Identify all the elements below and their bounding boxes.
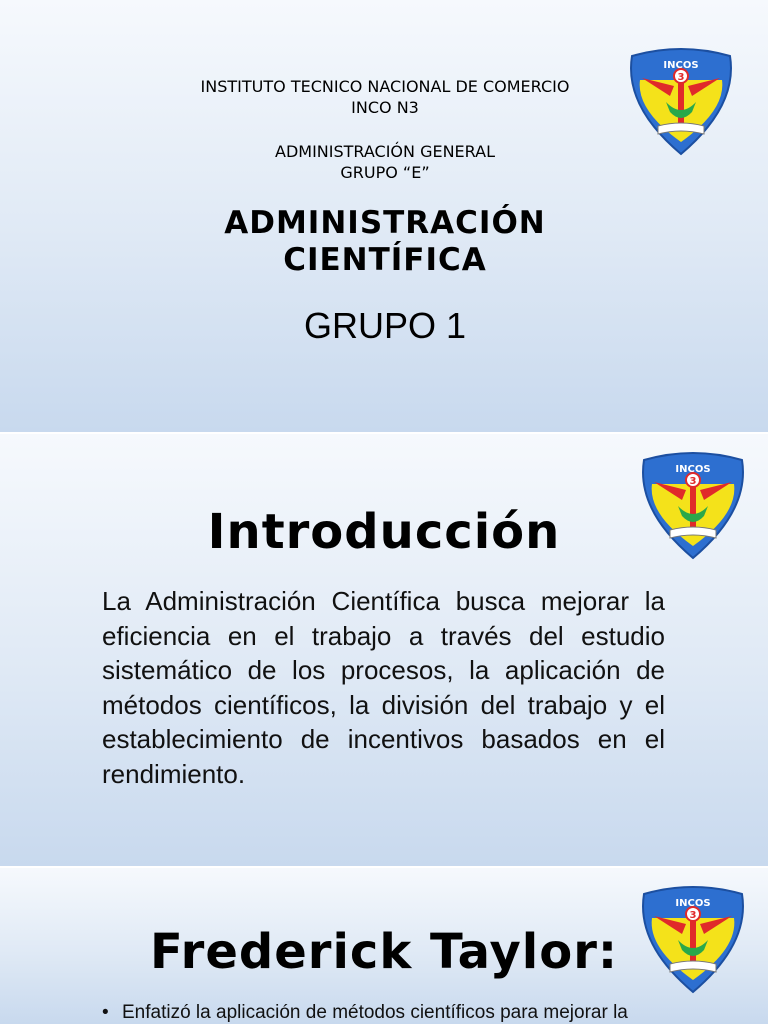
slide-introduccion [0, 434, 768, 866]
slide-heading: Frederick Taylor: [149, 924, 619, 980]
slide-frederick-taylor [0, 868, 768, 1024]
institution-code: INCO N3 [351, 98, 419, 117]
bullet-symbol: • [102, 1002, 109, 1023]
svg-text:INCOS: INCOS [675, 464, 711, 475]
institution-name: INSTITUTO TECNICO NACIONAL DE COMERCIO [200, 77, 570, 96]
group-label: GRUPO 1 [303, 305, 467, 346]
svg-text:3: 3 [689, 910, 697, 921]
course-group: GRUPO “E” [340, 163, 430, 182]
svg-text:INCOS: INCOS [663, 60, 699, 71]
bullet-text: Enfatizó la aplicación de métodos científicos para mejorar la [122, 1002, 628, 1023]
slide-heading: Introducción [207, 504, 561, 560]
slide-title-line1: ADMINISTRACIÓN [224, 205, 546, 241]
slide-title-line2: CIENTÍFICA [283, 242, 487, 278]
course-name: ADMINISTRACIÓN GENERAL [275, 142, 495, 161]
svg-text:3: 3 [677, 72, 685, 83]
bullet-item [102, 1000, 672, 1024]
svg-text:INCOS: INCOS [675, 898, 711, 909]
slide-title [0, 0, 768, 432]
intro-paragraph: La Administración Científica busca mejorar la eficiencia en el trabajo a través del estudio sistemático de los procesos, la aplicación de métodos científicos, la división del trabajo y el establecimiento de incentivos basados en el rendimiento. [102, 586, 665, 789]
svg-text:3: 3 [689, 476, 697, 487]
